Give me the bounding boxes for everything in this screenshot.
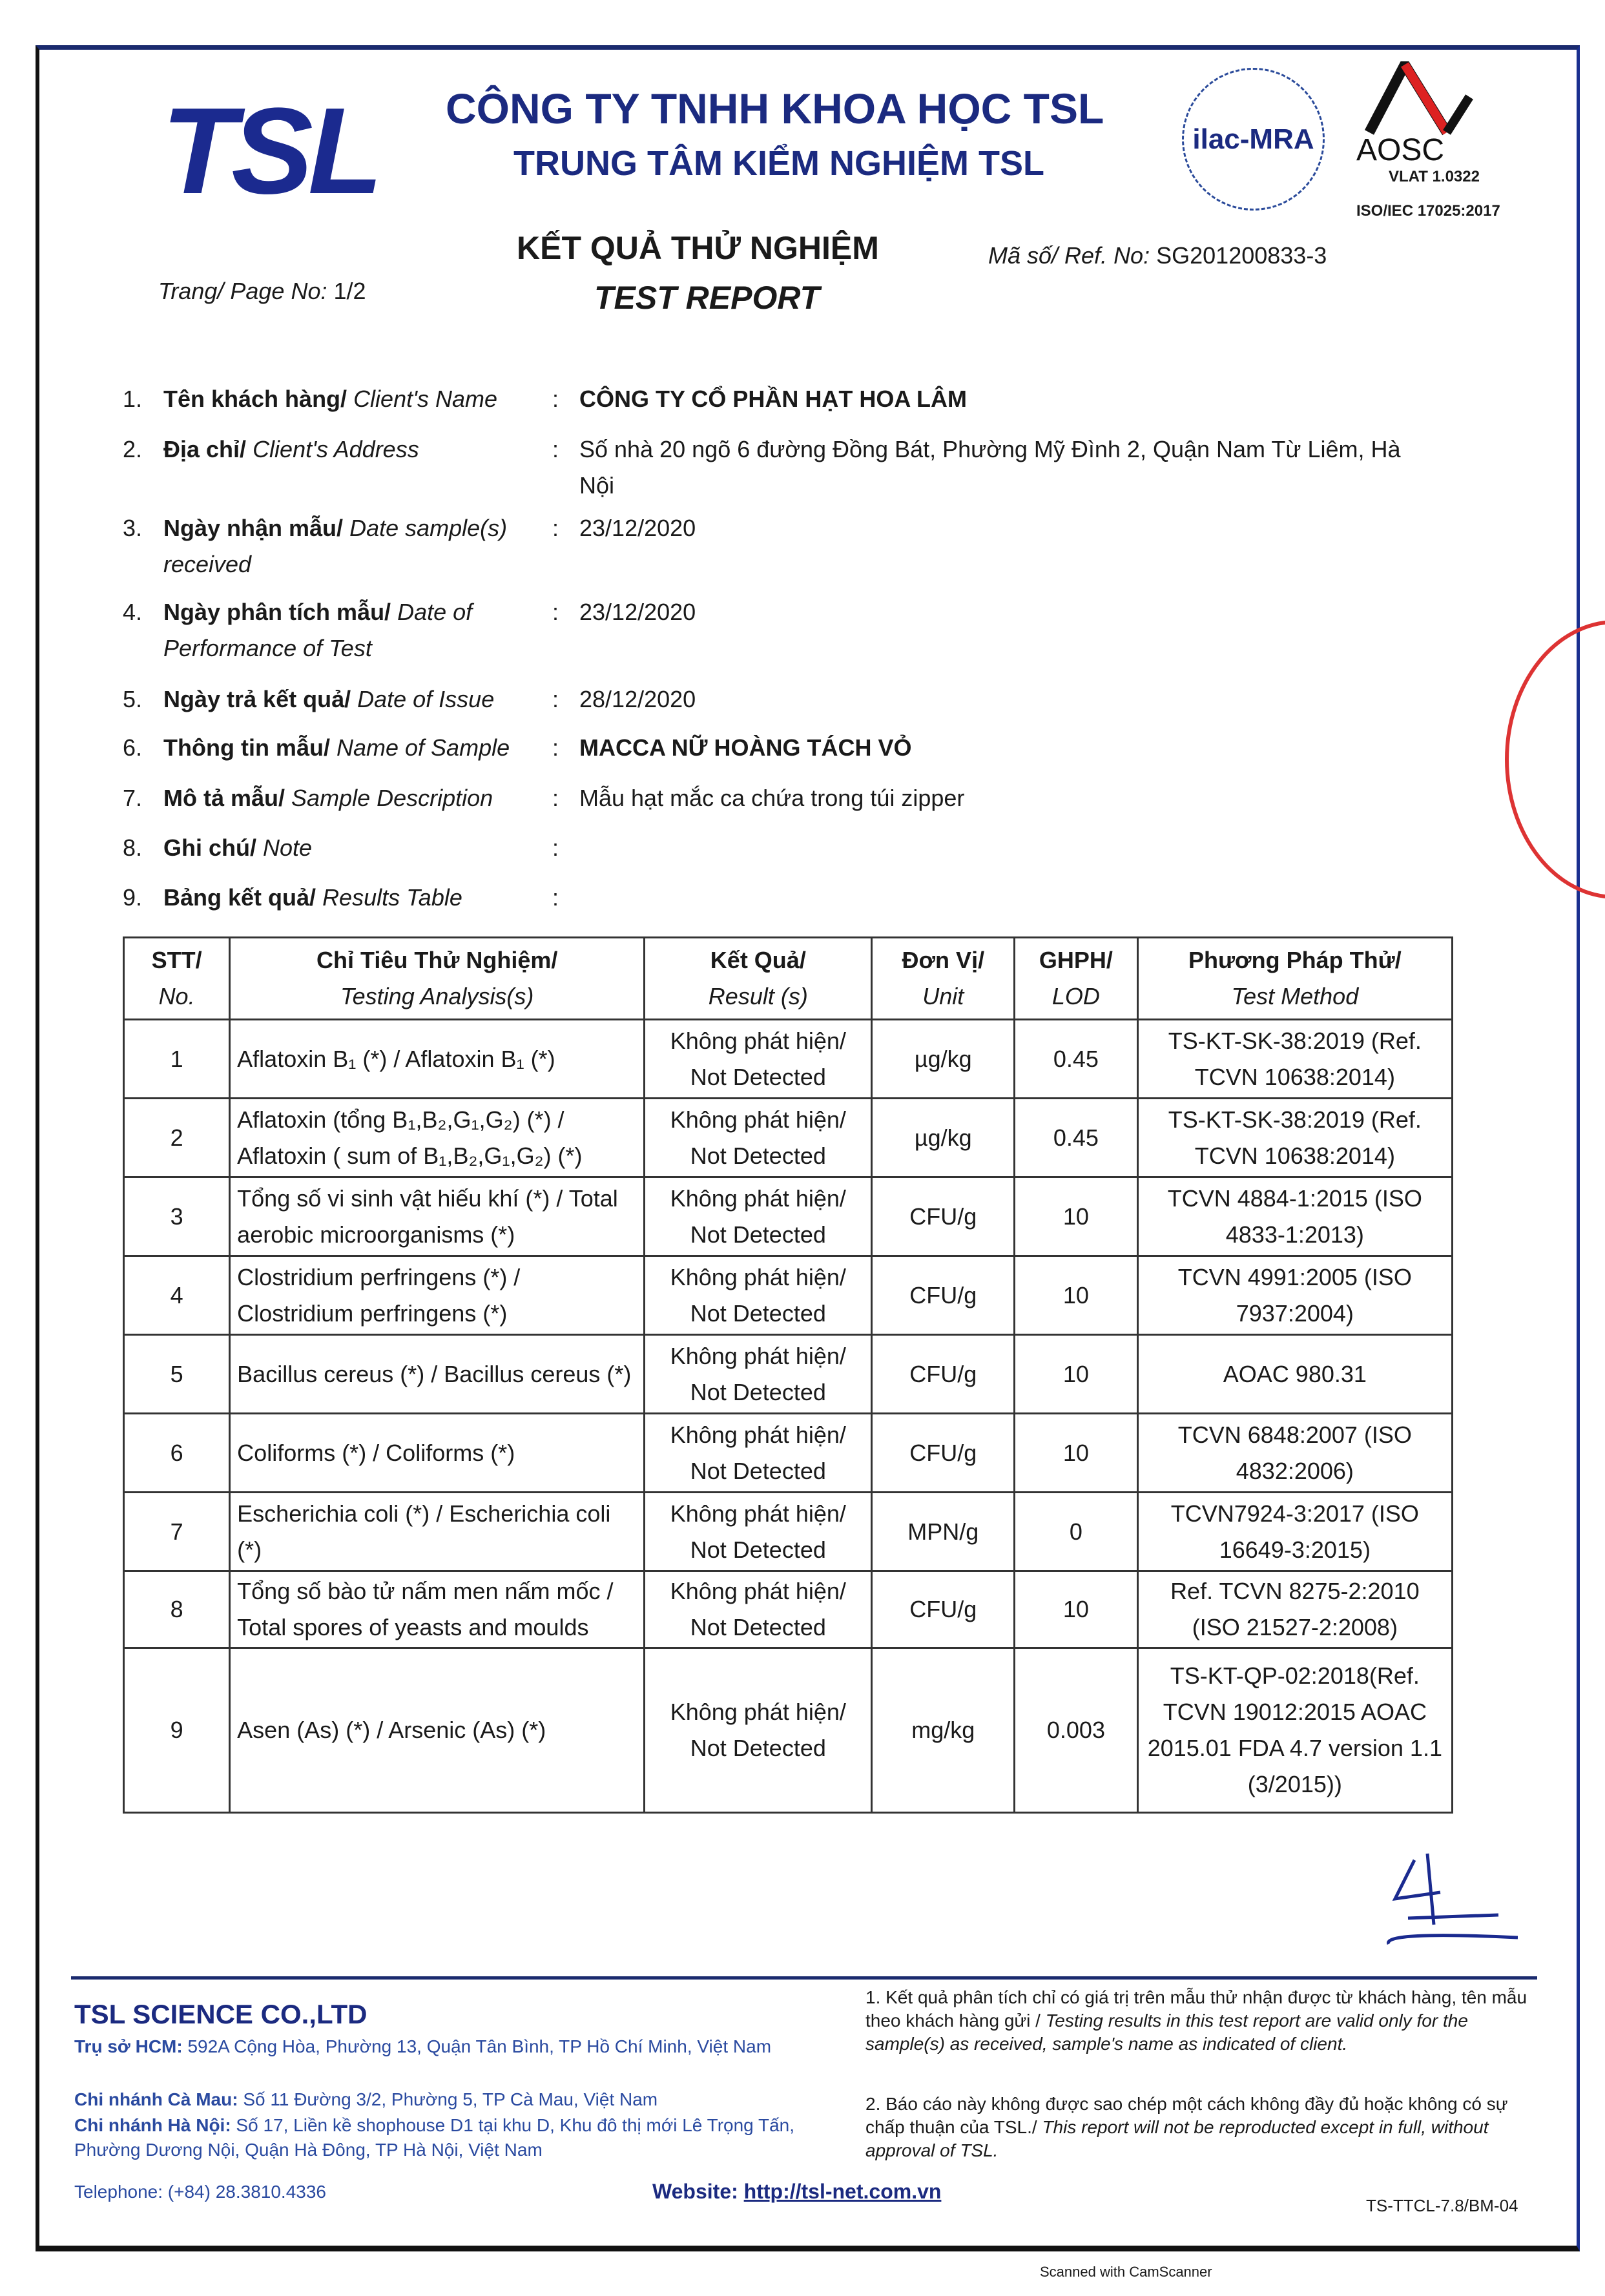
info-label (163, 730, 544, 766)
method-cell: TCVN7924-3:2017 (ISO 16649-3:2015) (1137, 1493, 1452, 1571)
table-row (124, 1099, 1453, 1177)
result-cell: Không phát hiện/ Not Detected (645, 1177, 872, 1256)
address-hanoi (74, 2113, 836, 2162)
info-number: 3. (123, 515, 143, 541)
info-number: 1. (123, 386, 143, 412)
column-header (872, 938, 1015, 1020)
column-header (1015, 938, 1138, 1020)
address-label: Chi nhánh Cà Mau: (74, 2089, 238, 2109)
row-number: 1 (124, 1020, 230, 1099)
info-value: 23/12/2020 (579, 515, 696, 541)
unit-cell: MPN/g (872, 1493, 1015, 1571)
column-header-en: Unit (922, 983, 964, 1009)
column-header-vi: Chỉ Tiêu Thử Nghiệm/ (316, 947, 558, 973)
ref-number (988, 242, 1327, 269)
info-label (163, 880, 544, 916)
info-colon: : (552, 599, 559, 625)
results-table (123, 936, 1453, 1814)
website-link[interactable]: http://tsl-net.com.vn (743, 2180, 942, 2203)
method-cell: Ref. TCVN 8275-2:2010 (ISO 21527-2:2008) (1137, 1571, 1452, 1648)
info-colon: : (552, 884, 559, 911)
info-label-vi: Mô tả mẫu/ (163, 785, 285, 811)
row-number: 7 (124, 1493, 230, 1571)
result-cell: Không phát hiện/ Not Detected (645, 1414, 872, 1493)
address-text: Số 11 Đường 3/2, Phường 5, TP Cà Mau, Việt Nam (238, 2089, 658, 2109)
method-cell: TS-KT-QP-02:2018(Ref. TCVN 19012:2015 AOAC 2015.01 FDA 4.7 version 1.1 (3/2015)) (1137, 1648, 1452, 1813)
unit-cell: CFU/g (872, 1414, 1015, 1493)
info-label-en: Sample Description (291, 785, 493, 811)
info-label-vi: Thông tin mẫu/ (163, 734, 330, 761)
ilac-mra-logo (1182, 68, 1325, 211)
unit-cell: mg/kg (872, 1648, 1015, 1813)
analysis-cell: Asen (As) (*) / Arsenic (As) (*) (230, 1648, 645, 1813)
unit-cell: CFU/g (872, 1571, 1015, 1648)
title-en: TEST REPORT (594, 280, 820, 316)
info-colon: : (552, 436, 559, 462)
aosc-logo (1356, 61, 1524, 223)
info-label-vi: Ngày nhận mẫu/ (163, 515, 344, 541)
note-1-en: Testing results in this test report are valid only for the sample(s) as received, sample's name as indicated of client. (865, 2011, 1468, 2054)
note-2-en: This report will not be reproducted except in full, without approval of TSL. (865, 2117, 1489, 2160)
method-cell: TCVN 6848:2007 (ISO 4832:2006) (1137, 1414, 1452, 1493)
info-number: 4. (123, 599, 143, 625)
table-row (124, 1493, 1453, 1571)
column-header (645, 938, 872, 1020)
center-name: TRUNG TÂM KIỂM NGHIỆM TSL (513, 144, 1044, 183)
note-2 (865, 2093, 1537, 2162)
table-row (124, 1020, 1453, 1099)
column-header-vi: Phương Pháp Thử/ (1188, 947, 1402, 973)
unit-cell: µg/kg (872, 1020, 1015, 1099)
row-number: 9 (124, 1648, 230, 1813)
scanner-watermark: Scanned with CamScanner (1040, 2264, 1212, 2280)
column-header-en: Test Method (1231, 983, 1359, 1009)
method-cell: TCVN 4991:2005 (ISO 7937:2004) (1137, 1256, 1452, 1335)
footer-divider (71, 1976, 1537, 1980)
info-number: 7. (123, 785, 143, 811)
info-label-en: Client's Name (353, 386, 498, 412)
info-colon: : (552, 785, 559, 811)
footer-company: TSL SCIENCE CO.,LTD (74, 1999, 368, 2029)
result-cell: Không phát hiện/ Not Detected (645, 1648, 872, 1813)
unit-cell: CFU/g (872, 1335, 1015, 1414)
lod-cell: 0.45 (1015, 1020, 1138, 1099)
lod-cell: 0.003 (1015, 1648, 1138, 1813)
info-value: 28/12/2020 (579, 686, 696, 712)
tsl-logo: TSL (161, 83, 378, 220)
column-header-en: Testing Analysis(s) (340, 983, 534, 1009)
address-camau (74, 2087, 836, 2112)
address-label: Trụ sở HCM: (74, 2036, 183, 2056)
info-label-en: Date sample(s) received (163, 515, 508, 577)
info-label-en: Date of Issue (357, 686, 495, 712)
info-number: 2. (123, 436, 143, 462)
info-label-vi: Bảng kết quả/ (163, 884, 316, 911)
info-label-en: Client's Address (253, 436, 419, 462)
row-number: 3 (124, 1177, 230, 1256)
unit-cell: µg/kg (872, 1099, 1015, 1177)
ilac-label: ilac-MRA (1192, 123, 1314, 155)
table-row (124, 1414, 1453, 1493)
lod-cell: 10 (1015, 1414, 1138, 1493)
column-header-vi: STT/ (151, 947, 202, 973)
note-1-vi: 1. Kết quả phân tích chỉ có giá trị trên mẫu thử nhận được từ khách hàng, tên mẫu theo khách hàng gửi / (865, 1987, 1527, 2031)
info-number: 9. (123, 884, 143, 911)
column-header (230, 938, 645, 1020)
column-header (1137, 938, 1452, 1020)
unit-cell: CFU/g (872, 1177, 1015, 1256)
result-cell: Không phát hiện/ Not Detected (645, 1256, 872, 1335)
result-cell: Không phát hiện/ Not Detected (645, 1099, 872, 1177)
info-colon: : (552, 686, 559, 712)
info-value: CÔNG TY CỔ PHẦN HẠT HOA LÂM (579, 386, 967, 412)
column-header-vi: GHPH/ (1039, 947, 1113, 973)
analysis-cell: Coliforms (*) / Coliforms (*) (230, 1414, 645, 1493)
column-header-vi: Đơn Vị/ (902, 947, 985, 973)
note-1 (865, 1986, 1537, 2056)
analysis-cell: Aflatoxin (tổng B₁,B₂,G₁,G₂) (*) / Aflatoxin ( sum of B₁,B₂,G₁,G₂) (*) (230, 1099, 645, 1177)
iso-standard: ISO/IEC 17025:2017 (1356, 202, 1500, 220)
aosc-mark-icon (1356, 61, 1524, 139)
address-label: Chi nhánh Hà Nội: (74, 2115, 231, 2135)
info-label-vi: Ghi chú/ (163, 834, 256, 861)
info-label (163, 681, 544, 718)
info-label-vi: Ngày phân tích mẫu/ (163, 599, 391, 625)
info-label-en: Results Table (322, 884, 462, 911)
unit-cell: CFU/g (872, 1256, 1015, 1335)
note-2-vi: 2. Báo cáo này không được sao chép một cách không đầy đủ hoặc không có sự chấp thuận của TSL./ (865, 2094, 1508, 2137)
lod-cell: 10 (1015, 1256, 1138, 1335)
ref-value: SG201200833-3 (1156, 242, 1327, 269)
column-header-en: No. (158, 983, 195, 1009)
website (652, 2180, 941, 2204)
row-number: 6 (124, 1414, 230, 1493)
vlat-number: VLAT 1.0322 (1389, 168, 1480, 185)
analysis-cell: Escherichia coli (*) / Escherichia coli (*) (230, 1493, 645, 1571)
info-number: 5. (123, 686, 143, 712)
lod-cell: 10 (1015, 1571, 1138, 1648)
table-row (124, 1256, 1453, 1335)
info-label (163, 381, 544, 417)
address-text: 592A Cộng Hòa, Phường 13, Quận Tân Bình, TP Hồ Chí Minh, Việt Nam (182, 2036, 772, 2056)
info-label-vi: Địa chỉ/ (163, 436, 247, 462)
result-cell: Không phát hiện/ Not Detected (645, 1020, 872, 1099)
info-colon: : (552, 734, 559, 761)
lod-cell: 10 (1015, 1177, 1138, 1256)
form-code: TS-TTCL-7.8/BM-04 (1366, 2196, 1518, 2215)
method-cell: TS-KT-SK-38:2019 (Ref. TCVN 10638:2014) (1137, 1099, 1452, 1177)
info-label-vi: Ngày trả kết quả/ (163, 686, 351, 712)
page-label: Trang/ Page No: (158, 278, 327, 304)
page-number (158, 278, 366, 305)
result-cell: Không phát hiện/ Not Detected (645, 1571, 872, 1648)
method-cell: TCVN 4884-1:2015 (ISO 4833-1:2013) (1137, 1177, 1452, 1256)
address-text: Số 17, Liền kề shophouse D1 tại khu D, Khu đô thị mới Lê Trọng Tấn, Phường Dương Nội, Quận Hà Đông, TP Hà Nội, Việt Nam (74, 2115, 795, 2160)
row-number: 2 (124, 1099, 230, 1177)
title-vi: KẾT QUẢ THỬ NGHIỆM (517, 230, 879, 266)
page-value: 1/2 (333, 278, 366, 304)
lod-cell: 0 (1015, 1493, 1138, 1571)
info-label (163, 830, 544, 866)
result-cell: Không phát hiện/ Not Detected (645, 1493, 872, 1571)
info-value: Mẫu hạt mắc ca chứa trong túi zipper (579, 785, 965, 811)
telephone: Telephone: (+84) 28.3810.4336 (74, 2182, 326, 2202)
info-number: 8. (123, 834, 143, 861)
company-name: CÔNG TY TNHH KHOA HỌC TSL (446, 85, 1104, 132)
analysis-cell: Tổng số vi sinh vật hiếu khí (*) / Total aerobic microorganisms (*) (230, 1177, 645, 1256)
info-colon: : (552, 834, 559, 861)
lod-cell: 0.45 (1015, 1099, 1138, 1177)
info-label-en: Name of Sample (336, 734, 510, 761)
info-colon: : (552, 515, 559, 541)
column-header-en: LOD (1051, 983, 1100, 1009)
analysis-cell: Clostridium perfringens (*) / Clostridium perfringens (*) (230, 1256, 645, 1335)
info-value: MACCA NỮ HOÀNG TÁCH VỎ (579, 734, 912, 761)
method-cell: TS-KT-SK-38:2019 (Ref. TCVN 10638:2014) (1137, 1020, 1452, 1099)
analysis-cell: Aflatoxin B₁ (*) / Aflatoxin B₁ (*) (230, 1020, 645, 1099)
result-cell: Không phát hiện/ Not Detected (645, 1335, 872, 1414)
address-hcm (74, 2034, 836, 2059)
info-number: 6. (123, 734, 143, 761)
info-label (163, 510, 544, 583)
signature (1369, 1841, 1518, 1950)
info-colon: : (552, 386, 559, 412)
info-label (163, 594, 544, 667)
row-number: 8 (124, 1571, 230, 1648)
info-value: 23/12/2020 (579, 599, 696, 625)
website-label: Website: (652, 2180, 738, 2203)
column-header-en: Result (s) (708, 983, 808, 1009)
column-header (124, 938, 230, 1020)
row-number: 5 (124, 1335, 230, 1414)
analysis-cell: Bacillus cereus (*) / Bacillus cereus (*) (230, 1335, 645, 1414)
table-row (124, 1335, 1453, 1414)
table-row (124, 1648, 1453, 1813)
ref-label: Mã số/ Ref. No: (988, 242, 1150, 269)
column-header-vi: Kết Quả/ (710, 947, 806, 973)
analysis-cell: Tổng số bào tử nấm men nấm mốc / Total spores of yeasts and moulds (230, 1571, 645, 1648)
info-label (163, 780, 544, 816)
info-label-en: Date of Performance of Test (163, 599, 473, 661)
info-label-vi: Tên khách hàng/ (163, 386, 347, 412)
table-row (124, 1177, 1453, 1256)
aosc-label: AOSC (1356, 133, 1445, 167)
method-cell: AOAC 980.31 (1137, 1335, 1452, 1414)
info-value: Số nhà 20 ngõ 6 đường Đồng Bát, Phường Mỹ Đình 2, Quận Nam Từ Liêm, Hà Nội (579, 436, 1401, 499)
lod-cell: 10 (1015, 1335, 1138, 1414)
info-label-en: Note (263, 834, 313, 861)
table-row (124, 1571, 1453, 1648)
row-number: 4 (124, 1256, 230, 1335)
info-label (163, 431, 544, 468)
